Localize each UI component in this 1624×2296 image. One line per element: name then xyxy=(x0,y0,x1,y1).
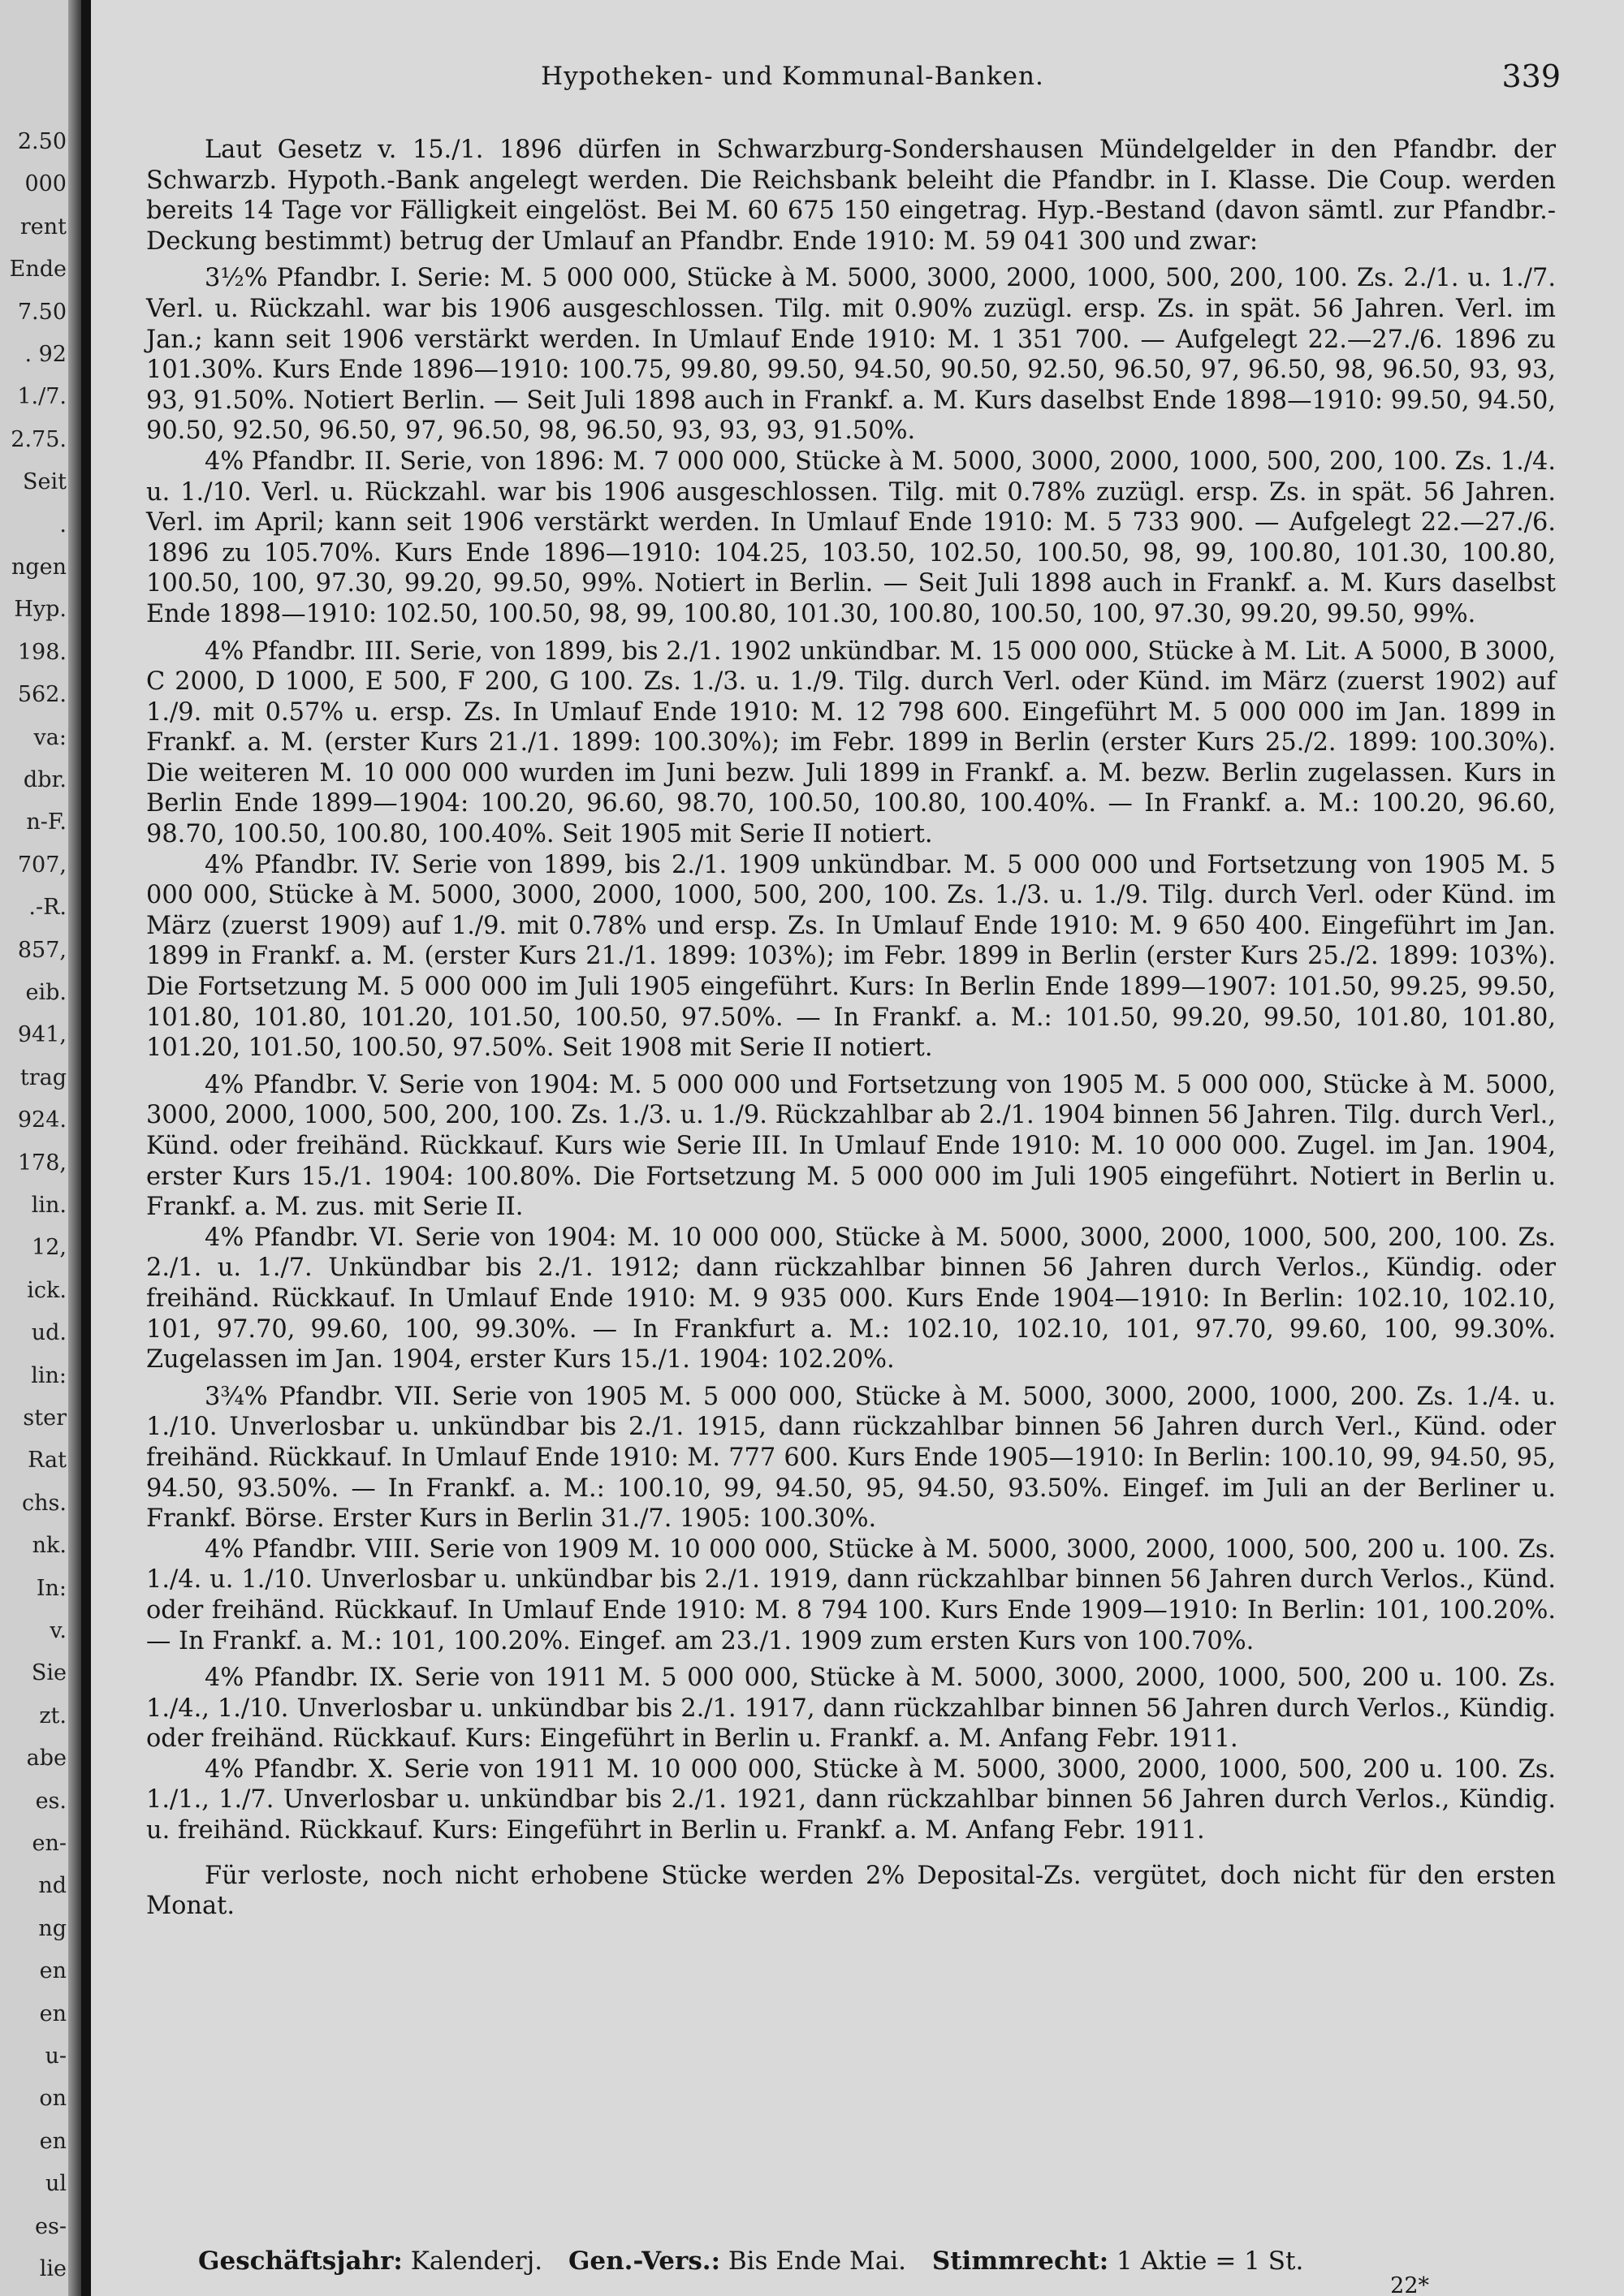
margin-fragment: 707, xyxy=(17,852,67,878)
margin-fragment: 2.75. xyxy=(11,426,67,452)
margin-fragment: ng xyxy=(38,1915,67,1941)
margin-fragment: nk. xyxy=(32,1533,67,1559)
margin-fragment: 198. xyxy=(17,639,67,665)
margin-fragment: . xyxy=(59,511,67,537)
margin-fragment: lie xyxy=(39,2256,67,2281)
intro-paragraph: Laut Gesetz v. 15./1. 1896 dürfen in Schwarzburg-Sondershausen Mündelgelder in den Pfandbr. der Schwarzb. Hypoth.-Bank angelegt werden. Die Reichsbank beleiht die Pfandbr. in I. Klasse. Die Coup. werden bereits 14 Tage vor Fälligkeit eingelöst. Bei M. 60 675 150 eingetrag. Hyp.-Bestand (davon sämtl. zur Pfandbr.-Deckung bestimmt) betrug der Umlauf an Pfandbr. Ende 1910: M. 59 041 300 und zwar: xyxy=(146,136,1556,256)
margin-fragment: ick. xyxy=(27,1277,67,1303)
body-text xyxy=(146,135,1556,1922)
margin-fragment: Rat xyxy=(28,1448,67,1474)
margin-fragment: n-F. xyxy=(26,809,67,835)
series-vi-paragraph: 4% Pfandbr. VI. Serie von 1904: M. 10 000 000, Stücke à M. 5000, 3000, 2000, 1000, 500, 200, 100. Zs. 2./1. u. 1./7. Unkündbar bis 2./1. 1912; dann rückzahlbar binnen 56 Jahren durch Verlos., Kündig. oder freihänd. Rückkauf. In Umlauf Ende 1910: M. 9 935 000. Kurs Ende 1904—1910: In Berlin: 102.10, 102.10, 101, 97.70, 99.60, 100, 99.30%. — In Frankfurt a. M.: 102.10, 102.10, 101, 97.70, 99.60, 100, 99.30%. Zugelassen im Jan. 1904, erster Kurs 15./1. 1904: 102.20%. xyxy=(146,1223,1556,1375)
voting-right-value: 1 Aktie = 1 St. xyxy=(1116,2246,1304,2276)
margin-fragment: rent xyxy=(19,214,67,240)
general-meeting-value: Bis Ende Mai. xyxy=(728,2246,906,2276)
document-page xyxy=(91,0,1624,2296)
series-ii-paragraph: 4% Pfandbr. II. Serie, von 1896: M. 7 000 000, Stücke à M. 5000, 3000, 2000, 1000, 500, 200, 100. Zs. 1./4. u. 1./10. Verl. u. Rückzahl. war bis 1906 ausgeschlossen. Tilg. mit 0.78% zuzügl. ersp. Zs. in spät. 56 Jahren. Verl. im April; kann seit 1906 verstärkt werden. In Umlauf Ende 1910: M. 5 733 900. — Aufgelegt 22.—27./6. 1896 zu 105.70%. Kurs Ende 1896—1910: 104.25, 103.50, 102.50, 100.50, 98, 99, 100.80, 101.30, 100.80, 100.50, 100, 97.30, 99.20, 99.50, 99%. Notiert in Berlin. — Seit Juli 1898 auch in Frankf. a. M. Kurs daselbst Ende 1898—1910: 102.50, 100.50, 98, 99, 100.80, 101.30, 100.80, 100.50, 100, 97.30, 99.20, 99.50, 99%. xyxy=(146,447,1556,628)
margin-fragment: ngen xyxy=(11,555,67,580)
margin-fragment: Hyp. xyxy=(14,597,67,623)
series-vii-paragraph: 3¾% Pfandbr. VII. Serie von 1905 M. 5 000 000, Stücke à M. 5000, 3000, 2000, 1000, 200. Zs. 1./4. u. 1./10. Unverlosbar u. unkündbar bis 2./1. 1915, dann rückzahlbar binnen 56 Jahren durch Verl., Künd. oder freihänd. Rückkauf. In Umlauf Ende 1910: M. 777 600. Kurs Ende 1905—1910: In Berlin: 100.10, 99, 94.50, 95, 94.50, 93.50%. — In Frankf. a. M.: 100.10, 99, 94.50, 95, 94.50, 93.50%. Eingef. im Juli an der Berliner u. Frankf. Börse. Erster Kurs in Berlin 31./7. 1905: 100.30%. xyxy=(146,1382,1556,1534)
book-gutter xyxy=(81,0,91,2296)
margin-fragment: ster xyxy=(23,1405,67,1431)
margin-fragment: en- xyxy=(32,1831,67,1856)
margin-fragment: chs. xyxy=(22,1490,67,1516)
series-iii-paragraph: 4% Pfandbr. III. Serie, von 1899, bis 2./1. 1902 unkündbar. M. 15 000 000, Stücke à M. Lit. A 5000, B 3000, C 2000, D 1000, E 500, F 200, G 100. Zs. 1./3. u. 1./9. Tilg. durch Verl. oder Künd. im März (zuerst 1902) auf 1./9. mit 0.57% u. ersp. Zs. In Umlauf Ende 1910: M. 12 798 600. Eingeführt M. 5 000 000 im Jan. 1899 in Frankf. a. M. (erster Kurs 21./1. 1899: 100.30%); im Febr. 1899 in Berlin (erster Kurs 25./2. 1899: 100.30%). Die weiteren M. 10 000 000 wurden im Juni bezw. Juli 1899 in Frankf. a. M. bezw. Berlin zugelassen. Kurs in Berlin Ende 1899—1904: 100.20, 96.60, 98.70, 100.50, 100.80, 100.40%. — In Frankf. a. M.: 100.20, 96.60, 98.70, 100.50, 100.80, 100.40%. Seit 1905 mit Serie II notiert. xyxy=(146,637,1556,849)
company-facts-line xyxy=(198,2246,1608,2277)
margin-fragment: 000 xyxy=(24,171,67,197)
margin-fragment: . 92 xyxy=(24,342,67,367)
margin-fragment: en xyxy=(39,2128,67,2154)
running-title: Hypotheken- und Kommunal-Banken. xyxy=(541,62,1044,91)
fiscal-year-label: Geschäftsjahr: xyxy=(198,2246,403,2276)
margin-fragment: 941, xyxy=(17,1022,67,1048)
margin-fragment: .-R. xyxy=(28,895,67,921)
margin-fragment: va: xyxy=(33,724,67,750)
margin-fragment: lin: xyxy=(31,1362,67,1388)
series-x-paragraph: 4% Pfandbr. X. Serie von 1911 M. 10 000 000, Stücke à M. 5000, 3000, 2000, 1000, 500, 200 u. 100. Zs. 1./1., 1./7. Unverlosbar u. unkündbar bis 2./1. 1921, dann rückzahlbar binnen 56 Jahren durch Verlos., Kündig. u. freihänd. Rückkauf. Kurs: Eingeführt in Berlin u. Frankf. a. M. Anfang Febr. 1911. xyxy=(146,1754,1556,1845)
margin-fragment: zt. xyxy=(39,1703,67,1728)
page-number: 339 xyxy=(1501,58,1561,94)
fiscal-year-value: Kalenderj. xyxy=(410,2246,543,2276)
margin-fragment: 7.50 xyxy=(17,299,67,325)
margin-fragment: 562. xyxy=(17,682,67,708)
deposit-interest-paragraph: Für verloste, noch nicht erhobene Stücke werden 2% Deposital-Zs. vergütet, doch nicht für den ersten Monat. xyxy=(146,1861,1556,1921)
series-iv-paragraph: 4% Pfandbr. IV. Serie von 1899, bis 2./1. 1909 unkündbar. M. 5 000 000 und Fortsetzung von 1905 M. 5 000 000, Stücke à M. 5000, 3000, 2000, 1000, 500, 200, 100. Zs. 1./3. u. 1./9. Tilg. durch Verl. oder Künd. im März (zuerst 1909) auf 1./9. mit 0.78% und ersp. Zs. In Umlauf Ende 1910: M. 9 650 400. Eingeführt im Jan. 1899 in Frankf. a. M. (erster Kurs 21./1. 1899: 103%); im Febr. 1899 in Berlin (erster Kurs 25./2. 1899: 103%). Die Fortsetzung M. 5 000 000 im Juli 1905 eingeführt. Kurs: In Berlin Ende 1899—1907: 101.50, 99.25, 99.50, 101.80, 101.80, 101.20, 101.50, 100.50, 97.50%. — In Frankf. a. M.: 101.50, 99.20, 99.50, 101.80, 101.80, 101.20, 101.50, 100.50, 97.50%. Seit 1908 mit Serie II notiert. xyxy=(146,850,1556,1063)
margin-fragment: en xyxy=(39,2000,67,2026)
margin-fragment: 924. xyxy=(17,1107,67,1133)
margin-fragment: Sie xyxy=(31,1660,67,1686)
margin-fragment: ud. xyxy=(31,1320,67,1346)
margin-fragment: 1./7. xyxy=(17,384,67,410)
series-viii-paragraph: 4% Pfandbr. VIII. Serie von 1909 M. 10 000 000, Stücke à M. 5000, 3000, 2000, 1000, 500, 200 u. 100. Zs. 1./4. u. 1./10. Unverlosbar u. unkündbar bis 2./1. 1919, dann rückzahlbar binnen 56 Jahren durch Verlos., Künd. oder freihänd. Rückkauf. In Umlauf Ende 1910: M. 8 794 100. Kurs Ende 1909—1910: In Berlin: 101, 100.20%. — In Frankf. a. M.: 101, 100.20%. Eingef. am 23./1. 1909 zum ersten Kurs von 100.70%. xyxy=(146,1534,1556,1655)
page-header xyxy=(91,58,1624,101)
previous-page-edge xyxy=(0,0,81,2296)
series-i-paragraph: 3½% Pfandbr. I. Serie: M. 5 000 000, Stücke à M. 5000, 3000, 2000, 1000, 500, 200, 100. Zs. 2./1. u. 1./7. Verl. u. Rückzahl. war bis 1906 ausgeschlossen. Tilg. mit 0.90% zuzügl. ersp. Zs. in spät. 56 Jahren. Verl. im Jan.; kann seit 1906 verstärkt werden. In Umlauf Ende 1910: M. 1 351 700. — Aufgelegt 22.—27./6. 1896 zu 101.30%. Kurs Ende 1896—1910: 100.75, 99.80, 99.50, 94.50, 90.50, 92.50, 96.50, 97, 96.50, 98, 96.50, 93, 93, 93, 91.50%. Notiert Berlin. — Seit Juli 1898 auch in Frankf. a. M. Kurs daselbst Ende 1898—1910: 99.50, 94.50, 90.50, 92.50, 96.50, 97, 96.50, 98, 96.50, 93, 93, 93, 91.50%. xyxy=(146,264,1556,446)
margin-fragment: Seit xyxy=(23,469,67,495)
margin-fragment: u- xyxy=(45,2044,67,2069)
margin-fragment: nd xyxy=(38,1873,67,1899)
margin-fragment: eib. xyxy=(25,980,67,1005)
margin-fragment: In: xyxy=(36,1575,67,1601)
general-meeting-label: Gen.-Vers.: xyxy=(568,2246,721,2276)
margin-fragment: ul xyxy=(45,2171,67,2197)
margin-fragment: Ende xyxy=(9,257,67,283)
series-ix-paragraph: 4% Pfandbr. IX. Serie von 1911 M. 5 000 000, Stücke à M. 5000, 3000, 2000, 1000, 500, 200 u. 100. Zs. 1./4., 1./10. Unverlosbar u. unkündbar bis 2./1. 1917, dann rückzahlbar binnen 56 Jahren durch Verlos., Kündig. oder freihänd. Rückkauf. Kurs: Eingeführt in Berlin u. Frankf. a. M. Anfang Febr. 1911. xyxy=(146,1664,1556,1754)
margin-fragment: en xyxy=(39,1958,67,1984)
margin-fragment: dbr. xyxy=(23,767,67,792)
margin-fragment: abe xyxy=(26,1746,67,1772)
margin-fragment: es- xyxy=(35,2213,67,2239)
book-spine xyxy=(68,0,81,2296)
margin-fragment: v. xyxy=(50,1618,67,1643)
series-v-paragraph: 4% Pfandbr. V. Serie von 1904: M. 5 000 000 und Fortsetzung von 1905 M. 5 000 000, Stücke à M. 5000, 3000, 2000, 1000, 500, 200, 100. Zs. 1./3. u. 1./9. Rückzahlbar ab 2./1. 1904 binnen 56 Jahren. Tilg. durch Verl., Künd. oder freihänd. Rückkauf. Kurs wie Serie III. In Umlauf Ende 1910: M. 10 000 000. Zugel. im Jan. 1904, erster Kurs 15./1. 1904: 100.80%. Die Fortsetzung M. 5 000 000 im Juli 1905 eingeführt. Notiert in Berlin u. Frankf. a. M. zus. mit Serie II. xyxy=(146,1070,1556,1222)
margin-fragment: on xyxy=(39,2086,67,2112)
margin-fragment: lin. xyxy=(31,1193,67,1218)
voting-right-label: Stimmrecht: xyxy=(931,2246,1109,2276)
margin-fragment: es. xyxy=(35,1788,67,1814)
margin-fragment: 857, xyxy=(17,937,67,963)
margin-fragment: trag xyxy=(19,1064,67,1090)
margin-fragment: 2.50 xyxy=(17,129,67,154)
margin-fragment: 12, xyxy=(32,1235,67,1261)
signature-mark: 22* xyxy=(1390,2273,1429,2296)
margin-fragment: 178, xyxy=(17,1150,67,1176)
